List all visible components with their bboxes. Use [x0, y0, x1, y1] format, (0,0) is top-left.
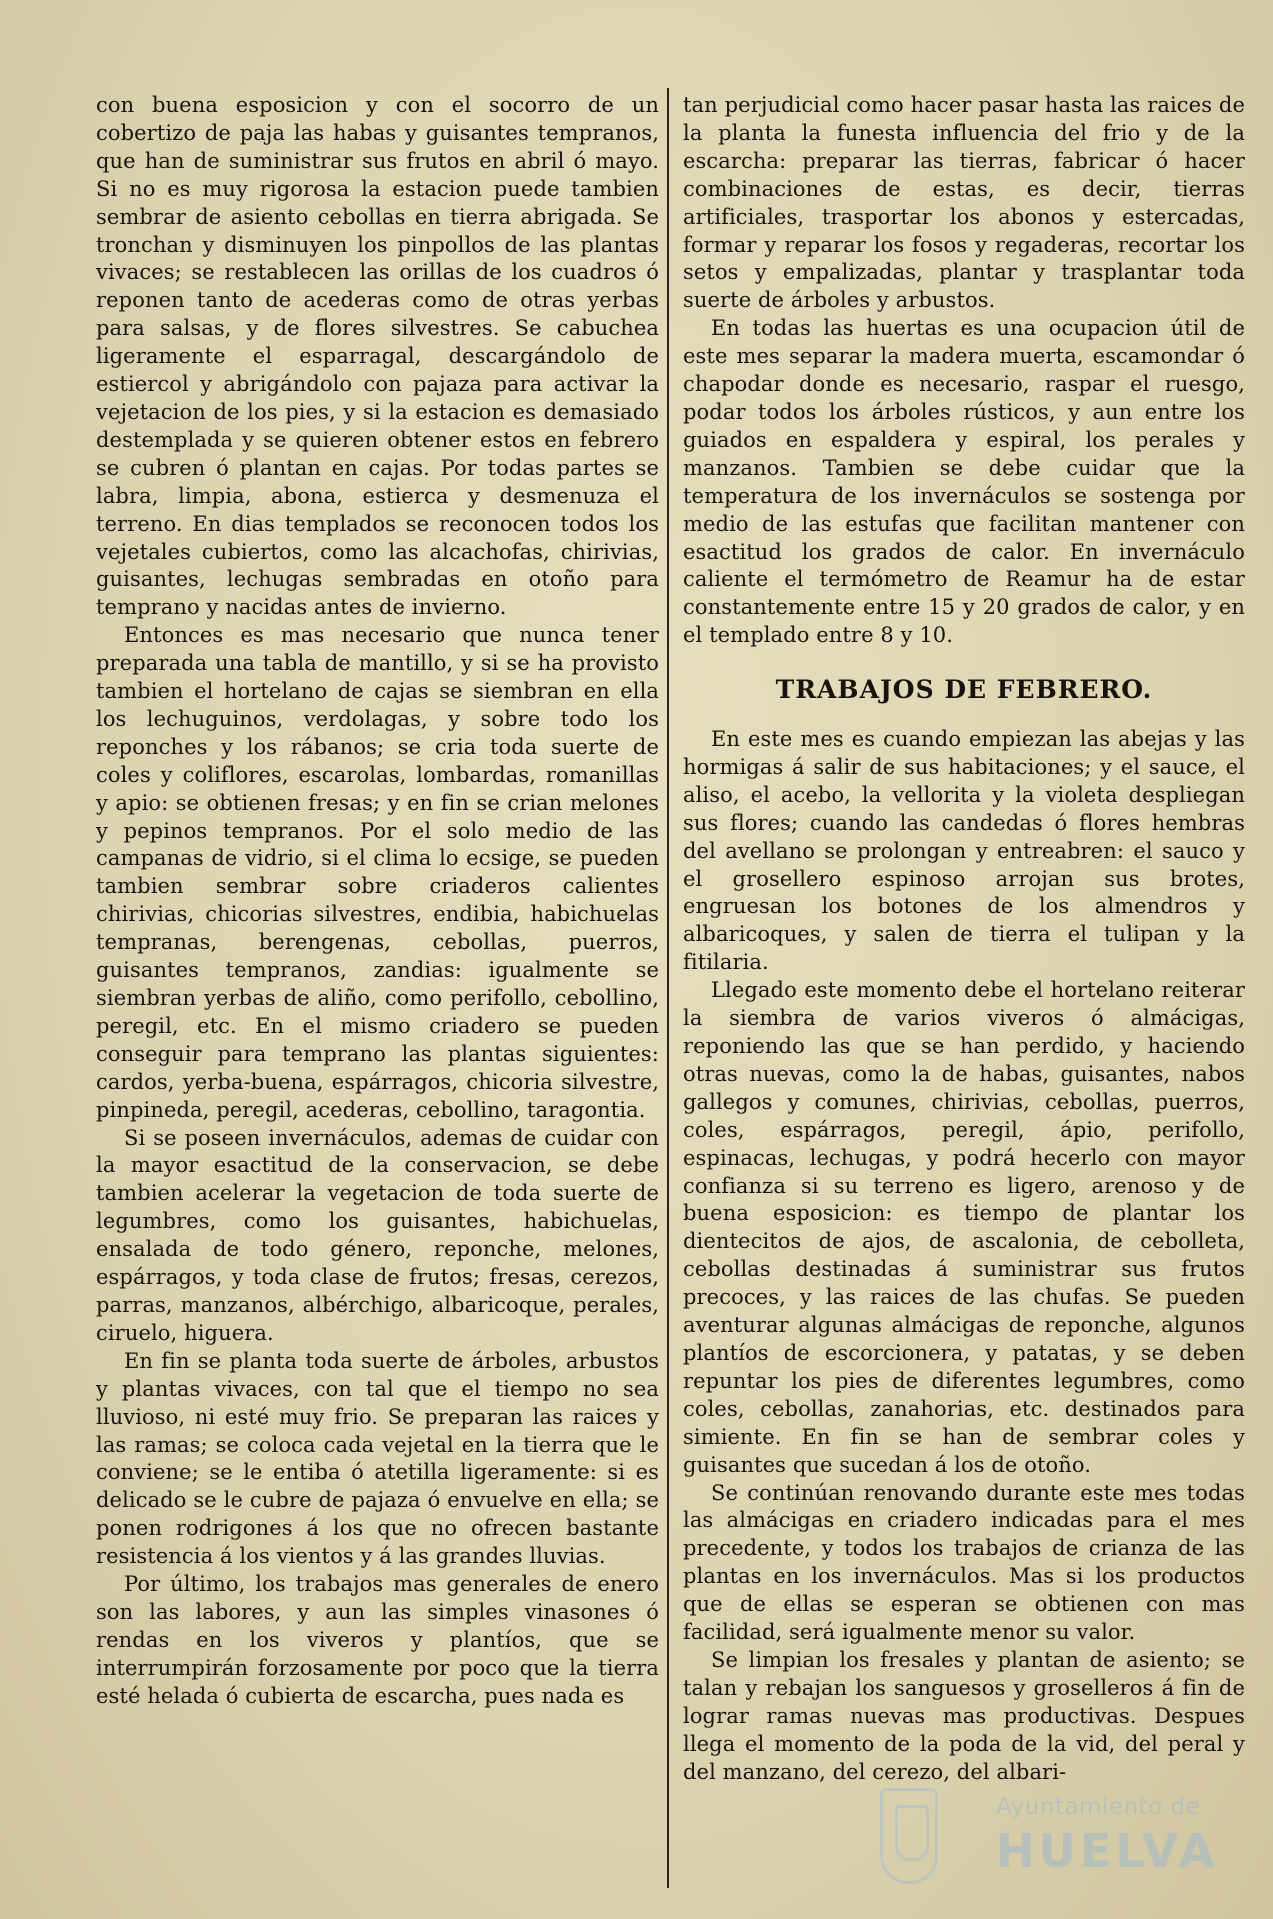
left-column	[96, 92, 659, 1711]
paragraph: Se limpian los fresales y plantan de asiento; se talan y rebajan los sanguesos y groselleros á fin de lograr ramas nuevas mas productivas. Despues llega el momento de la poda de la vid, del peral y del manzano, del cerezo, del albari-	[683, 1647, 1245, 1784]
watermark-line1: Ayuntamiento de	[996, 1794, 1201, 1820]
section-title: TRABAJOS DE FEBRERO.	[775, 675, 1153, 705]
paragraph: con buena esposicion y con el socorro de un cobertizo de paja las habas y guisantes tempranos, que han de suministrar sus frutos en abril ó mayo. Si no es muy rigorosa la estacion puede tambien sembrar de asiento cebollas en tierra abrigada. Se tronchan y disminuyen los pinpollos de las plantas vivaces; se restablecen las orillas de los cuadros ó reponen tanto de acederas como de otras yerbas para salsas, y de flores silvestres. Se cabuchea ligeramente el esparragal, descargándolo de estiercol y abrigándolo con pajaza para activar la vejetacion de los pies, y si la estacion es demasiado destemplada y se quieren obtener estos en febrero se cubren ó plantan en cajas. Por todas partes se labra, limpia, abona, estierca y desmenuza el terreno. En dias templados se reconocen todos los vejetales cubiertos, como las alcachofas, chirivias, guisantes, lechugas sembradas en otoño para temprano y nacidas antes de invierno.	[96, 93, 659, 620]
paragraph: Entonces es mas necesario que nunca tener preparada una tabla de mantillo, y si se ha provisto tambien el hortelano de cajas se siembran en ella los lechuguinos, verdolagas, y sobre todo los reponches y los rábanos; se cria toda suerte de coles y coliflores, escarolas, lombardas, romanillas y apio: se obtienen fresas; y en fin se crian melones y pepinos tempranos. Por el solo medio de las campanas de vidrio, si el clima lo ecsige, se pueden tambien sembrar sobre criaderos calientes chirivias, chicorias silvestres, endibia, habichuelas tempranas, berengenas, cebollas, puerros, guisantes tempranos, zandias: igualmente se siembran yerbas de aliño, como perifollo, cebollino, peregil, etc. En el mismo criadero se pueden conseguir para temprano las plantas siguientes: cardos, yerba-buena, espárragos, chicoria silvestre, pinpineda, peregil, acederas, cebollino, taragontia.	[96, 623, 659, 1122]
watermark	[880, 1788, 1219, 1888]
paragraph: Por último, los trabajos mas generales de enero son las labores, y aun las simples vinasones ó rendas en los viveros y plantíos, que se interrumpirán forzosamente por poco que la tierra esté helada ó cubierta de escarcha, pues nada es	[96, 1572, 659, 1708]
paragraph: En todas las huertas es una ocupacion útil de este mes separar la madera muerta, escamondar ó chapodar donde es necesario, raspar el ruesgo, podar todos los árboles rústicos, y aun entre los guiados en espaldera y espiral, los perales y manzanos. Tambien se debe cuidar que la temperatura de los invernáculos se sostenga por medio de las estufas que facilitan mantener con esactitud los grados de calor. En invernáculo caliente el termómetro de Reamur ha de estar constantemente entre 15 y 20 grados de calor, y en el templado entre 8 y 10.	[683, 316, 1245, 648]
paragraph: tan perjudicial como hacer pasar hasta las raices de la planta la funesta influencia del frio y de la escarcha: preparar las tierras, fabricar ó hacer combinaciones de estas, es decir, tierras artificiales, trasportar los abonos y estercadas, formar y reparar los fosos y regaderas, recortar los setos y empalizadas, plantar y trasplantar toda suerte de árboles y arbustos.	[683, 93, 1245, 313]
column-divider	[667, 88, 669, 1888]
paragraph: Si se poseen invernáculos, ademas de cuidar con la mayor esactitud de la conservacion, se debe tambien acelerar la vegetacion de toda suerte de legumbres, como los guisantes, habichuelas, ensalada de todo género, reponche, melones, espárragos, y toda clase de frutos; fresas, cerezos, parras, manzanos, albérchigo, albaricoque, perales, ciruelo, higuera.	[96, 1125, 659, 1345]
paragraph: Se continúan renovando durante este mes todas las almácigas en criadero indicadas para el mes precedente, y todos los trabajos de crianza de las plantas en los invernáculos. Mas si los productos que de ellas se esperan se obtienen con mas facilidad, será igualmente menor su valor.	[683, 1480, 1245, 1645]
right-column	[683, 92, 1245, 1786]
watermark-line2: HUELVA	[996, 1824, 1219, 1878]
paragraph: En fin se planta toda suerte de árboles, arbustos y plantas vivaces, con tal que el tiempo no sea lluvioso, ni esté muy frio. Se preparan las raices y las ramas; se coloca cada vejetal en la tierra que le conviene; se le entiba ó atetilla ligeramente: si es delicado se le cubre de pajaza ó envuelve en ella; se ponen rodrigones á los que no ofrecen bastante resistencia á los vientos y á las grandes lluvias.	[96, 1348, 659, 1569]
paragraph: Llegado este momento debe el hortelano reiterar la siembra de varios viveros ó almácigas, reponiendo las que se han perdido, y haciendo otras nuevas, como la de habas, guisantes, nabos gallegos y comunes, chirivias, cebollas, puerros, coles, espárragos, peregil, ápio, perifollo, espinacas, lechugas, y podrá hecerlo con mayor confianza si su terreno es ligero, arenoso y de buena esposicion: es tiempo de plantar los dientecitos de ajos, de ascalonia, de cebolleta, cebollas destinadas á suministrar sus frutos precoces, y las raices de las chufas. Se pueden aventurar algunas almácigas de reponche, algunos plantíos de escorcionera, y patatas, y se deben repuntar los pies de diferentes legumbres, como coles, cebollas, zanahorias, etc. destinados para simiente. En fin se han de sembrar coles y guisantes que sucedan á los de otoño.	[683, 978, 1245, 1477]
paragraph: En este mes es cuando empiezan las abejas y las hormigas á salir de sus habitaciones; y el sauce, el aliso, el acebo, la vellorita y la violeta despliegan sus flores; cuando las candedas ó flores hembras del avellano se prolongan y entreabren: el sauco y el grosellero espinoso arrojan sus brotes, engruesan los botones de los almendros y albaricoques, y salen de tierra el tulipan y la fitilaria.	[683, 727, 1245, 975]
shield-icon	[880, 1788, 938, 1884]
